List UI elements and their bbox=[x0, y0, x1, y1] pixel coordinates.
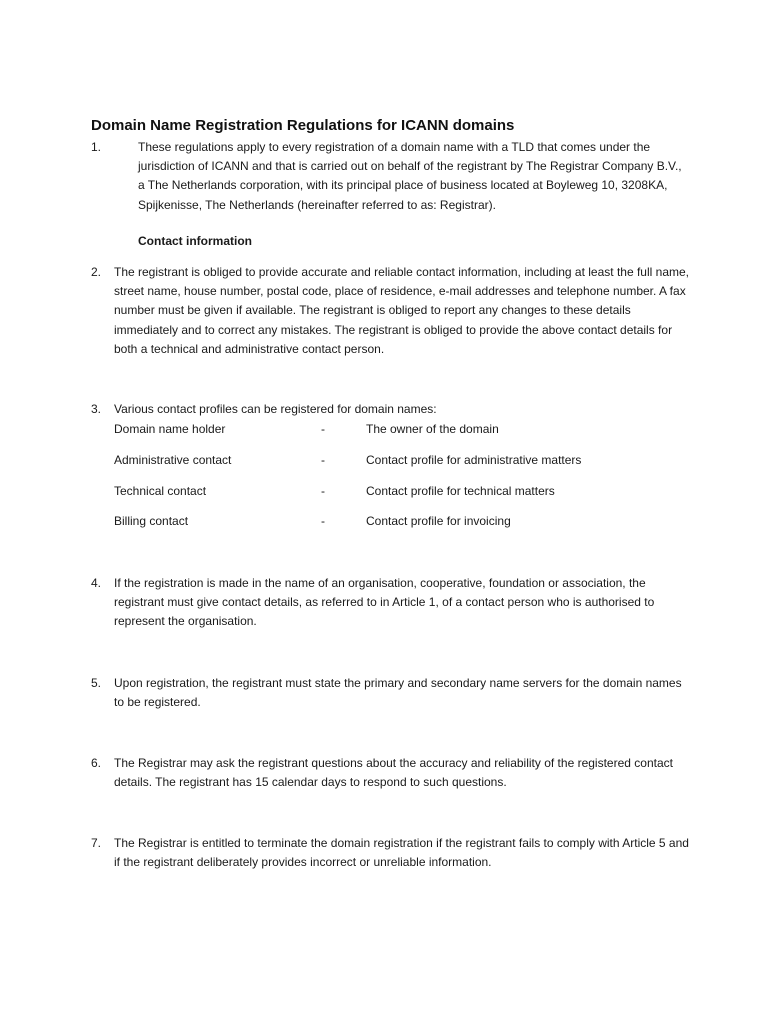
article-6-number: 6. bbox=[91, 756, 102, 770]
article-3-number: 3. bbox=[91, 402, 102, 416]
article-4-number: 4. bbox=[91, 576, 102, 590]
article-3-text: Various contact profiles can be registered for domain names: bbox=[114, 402, 437, 416]
contact-information-heading: Contact information bbox=[138, 234, 252, 248]
article-5-number: 5. bbox=[91, 676, 102, 690]
profile-description: The owner of the domain bbox=[366, 422, 499, 436]
article-1-text: These regulations apply to every registration of a domain name with a TLD that comes under the jurisdiction of ICANN and that is carried out on behalf of the registrant by The Registrar Company B.V., a The Netherlands corporation, with its principal place of business located at Boyleweg 10, 3208KA, Spijkenisse, The Netherlands (hereinafter referred to as: Registrar). bbox=[138, 140, 682, 212]
profile-dash: - bbox=[321, 453, 325, 467]
article-7-text: The Registrar is entitled to terminate the domain registration if the registrant fails to comply with Article 5 and if the registrant deliberately provides incorrect or unreliable information. bbox=[114, 836, 689, 870]
article-4-text: If the registration is made in the name of an organisation, cooperative, foundation or association, the registrant must give contact details, as referred to in Article 1, of a contact person who is authorised to represent the organisation. bbox=[114, 576, 655, 629]
profile-description: Contact profile for administrative matters bbox=[366, 453, 582, 467]
article-5-text: Upon registration, the registrant must state the primary and secondary name servers for the domain names to be registered. bbox=[114, 676, 682, 710]
article-2-text: The registrant is obliged to provide accurate and reliable contact information, including at least the full name, street name, house number, postal code, place of residence, e-mail addresses and telephone number. A fax number must be given if available. The registrant is obliged to report any changes to these details immediately and to correct any mistakes. The registrant is obliged to provide the above contact details for both a technical and administrative contact person. bbox=[114, 265, 689, 356]
article-6-text: The Registrar may ask the registrant questions about the accuracy and reliability of the registered contact details. The registrant has 15 calendar days to respond to such questions. bbox=[114, 756, 673, 790]
profile-dash: - bbox=[321, 484, 325, 498]
document-title: Domain Name Registration Regulations for ICANN domains bbox=[91, 117, 515, 134]
article-2-number: 2. bbox=[91, 265, 102, 279]
article-7-number: 7. bbox=[91, 836, 102, 850]
profile-name: Billing contact bbox=[114, 514, 189, 528]
profile-name: Domain name holder bbox=[114, 422, 226, 436]
profile-description: Contact profile for technical matters bbox=[366, 484, 555, 498]
profile-description: Contact profile for invoicing bbox=[366, 514, 511, 528]
profile-name: Administrative contact bbox=[114, 453, 232, 467]
profile-name: Technical contact bbox=[114, 484, 207, 498]
article-1-number: 1. bbox=[91, 140, 102, 154]
contact-profile-row bbox=[114, 451, 614, 470]
contact-profile-row bbox=[114, 420, 614, 439]
contact-profile-row bbox=[114, 482, 614, 501]
profile-dash: - bbox=[321, 422, 325, 436]
profile-dash: - bbox=[321, 514, 325, 528]
contact-profile-row bbox=[114, 512, 614, 531]
